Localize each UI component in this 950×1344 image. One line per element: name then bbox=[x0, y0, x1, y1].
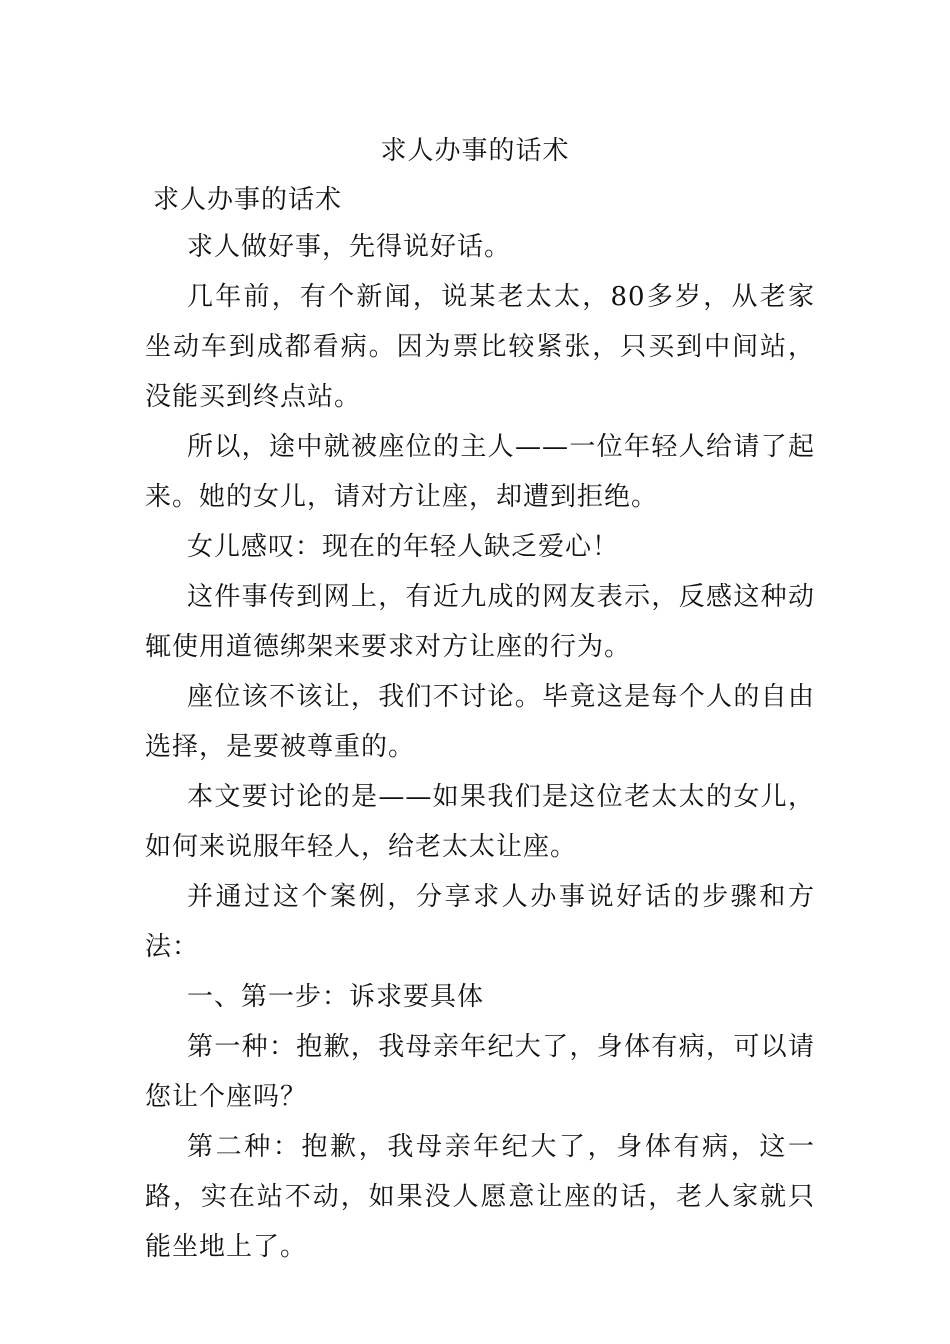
paragraph: 座位该不该让，我们不讨论。毕竟这是每个人的自由选择，是要被尊重的。 bbox=[145, 682, 815, 762]
section-heading: 一、第一步：诉求要具体 bbox=[187, 982, 485, 1012]
paragraph: 女儿感叹：现在的年轻人缺乏爱心！ bbox=[187, 532, 620, 562]
paragraph: 几年前，有个新闻，说某老太太，80多岁，从老家坐动车到成都看病。因为票比较紧张，只买到中间站，没能买到终点站。 bbox=[145, 282, 815, 412]
document-body bbox=[145, 222, 815, 1272]
paragraph: 并通过这个案例，分享求人办事说好话的步骤和方法： bbox=[145, 882, 815, 962]
document-subtitle: 求人办事的话术 bbox=[153, 185, 343, 215]
paragraph: 第一种：抱歉，我母亲年纪大了，身体有病，可以请您让个座吗？ bbox=[145, 1032, 815, 1112]
paragraph: 第二种：抱歉，我母亲年纪大了，身体有病，这一路，实在站不动，如果没人愿意让座的话，老人家就只能坐地上了。 bbox=[145, 1132, 815, 1262]
paragraph: 本文要讨论的是——如果我们是这位老太太的女儿，如何来说服年轻人，给老太太让座。 bbox=[145, 782, 815, 862]
paragraph: 求人做好事，先得说好话。 bbox=[187, 232, 512, 262]
document-title: 求人办事的话术 bbox=[380, 136, 570, 166]
paragraph: 所以，途中就被座位的主人——一位年轻人给请了起来。她的女儿，请对方让座，却遭到拒绝。 bbox=[145, 432, 815, 512]
paragraph: 这件事传到网上，有近九成的网友表示，反感这种动辄使用道德绑架来要求对方让座的行为。 bbox=[145, 582, 815, 662]
